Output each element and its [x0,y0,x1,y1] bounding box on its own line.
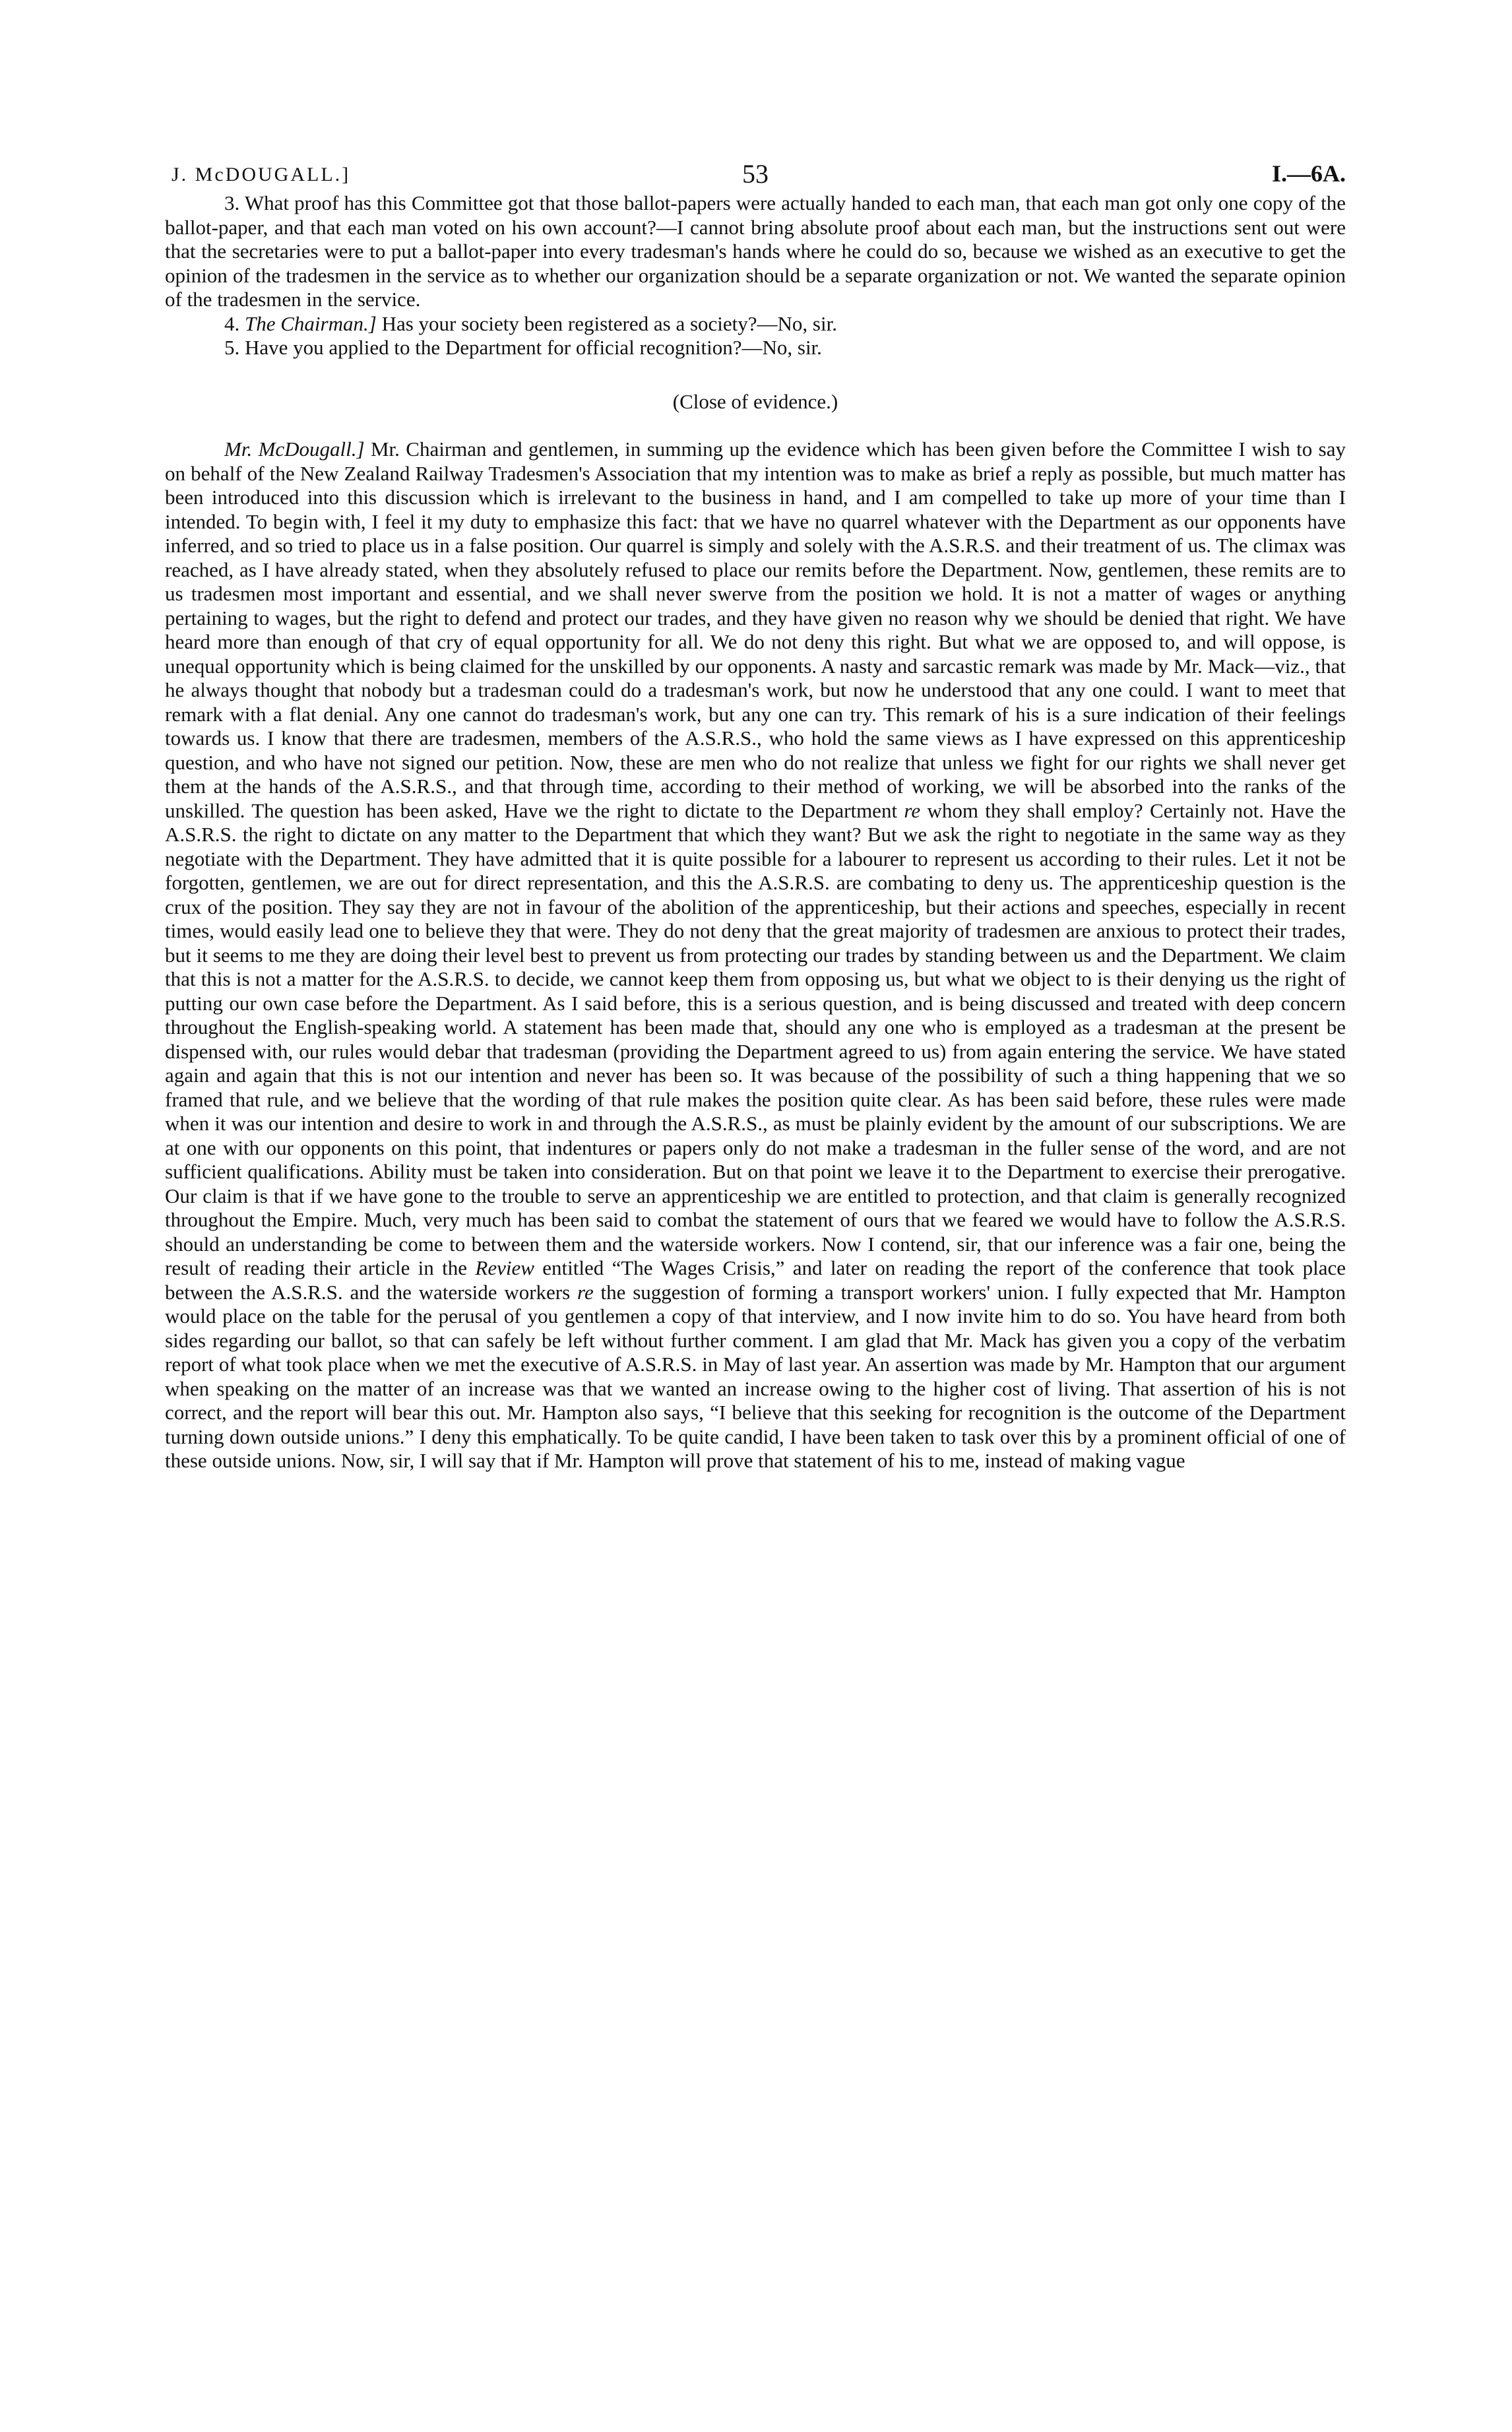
page-number: 53 [742,159,769,189]
document-page [165,152,1346,1473]
question-text: Have you applied to the Department for official recognition?—No, sir. [245,336,822,359]
speech-italic-review: Review [475,1256,534,1279]
header-witness-name: J. McDOUGALL.] [172,164,351,185]
question-text: Has your society been registered as a society?—No, sir. [381,311,837,335]
speech-italic-re: re [577,1280,594,1304]
speech-text: whom they shall employ? Certainly not. Have the A.S.R.S. the right to dictate on any matter to the Department that which they want? But we ask the right to negotiate in the same way as they negotiate with the Department. They have admitted that it is quite possible for a labourer to represent us according to their rules. Let it not be forgotten, gentlemen, we are out for direct representation, and this the A.S.R.S. are combating to deny us. The apprenticeship question is the crux of the position. They say they are not in favour of the abolition of the apprenticeship, but their actions and speeches, especially in recent times, would easily lead one to believe they that were. They do not deny that the great majority of tradesmen are anxious to protect their trades, but it seems to me they are doing their level best to prevent us from protecting our trades by standing between us and the Department. We claim that this is not a matter for the A.S.R.S. to decide, we cannot keep them from opposing us, but what we object to is their denying us the right of putting our own case before the Department. As I said before, this is a serious question, and is being discussed and treated with deep concern throughout the English-speaking world. A statement has been made that, should any one who is employed as a tradesman at the present be dispensed with, our rules would debar that tradesman (providing the Department agreed to us) from again entering the service. We have stated again and again that this is not our intention and never has been so. It was because of the possibility of such a thing happening that we so framed that rule, and we believe that the wording of that rule makes the position quite clear. As has been said before, these rules were made when it was our intention and desire to work in and through the A.S.R.S., as must be plainly evident by the amount of our subscriptions. We are at one with our opponents on this point, that indentures or papers only do not make a tradesman in the fuller sense of the word, and are not sufficient qualifications. Ability must be taken into consideration. But on that point we leave it to the Department to exercise their prerogative. Our claim is that if we have gone to the trouble to serve an apprenticeship we are entitled to protection, and that claim is generally recognized throughout the Empire. Much, very much has been said to combat the statement of ours that we feared we would have to follow the A.S.R.S. should an understanding be come to between them and the waterside workers. Now I contend, sir, that our inference was a fair one, being the result of reading their article in the [165,798,1346,1279]
document-body [165,191,1346,1473]
close-of-evidence-note: (Close of evidence.) [672,389,838,413]
question-number: 3. [224,191,240,214]
speech-text: entitled “The Wages Crisis,” and later on reading the report of the conference that took place between the A.S.R.S. and the waterside workers [165,1256,1346,1304]
question-5 [165,336,1346,360]
speech-text: the suggestion of forming a transport workers' union. I fully expected that Mr. Hampton would place on the table for the perusal of you gentlemen a copy of that interview, and I now invite him to do so. You have heard from both sides regarding our ballot, so that can safely be left without further comment. I am glad that Mr. Mack has given you a copy of the verbatim report of what took place when we met the executive of A.S.R.S. in May of last year. An assertion was made by Mr. Hampton that our argument when speaking on the matter of an increase was that we wanted an increase owing to the higher cost of living. That assertion of his is not correct, and the report will bear this out. Mr. Hampton also says, “I believe that this seeking for recognition is the outcome of the Department turning down outside unions.” I deny this emphatically. To be quite candid, I have been taken to task over this by a prominent official of one of these outside unions. Now, sir, I will say that if Mr. Hampton will prove that statement of his to me, instead of making vague [165,1280,1346,1472]
speaker-label: The Chairman.] [245,311,377,335]
paper-reference: I.—6A. [1271,160,1346,187]
question-number: 4. [224,311,240,335]
question-4 [165,312,1346,336]
question-text: What proof has this Committee got that those ballot-papers were actually handed to each man, that each man got only one copy of the ballot-paper, and that each man voted on his own account?—I cannot bring absolute proof about each man, but the instructions sent out were that the secretaries were to put a ballot-paper into every tradesman's hands where he could do so, because we wished as an executive to get the opinion of the tradesmen in the service as to whether our organization should be a separate organization or not. We wanted the separate opinion of the tradesmen in the service. [165,191,1346,311]
speaker-label: Mr. McDougall.] [224,437,365,461]
speech-italic-re: re [904,798,921,822]
question-3 [165,191,1346,312]
page-header [165,152,1346,191]
closing-speech [165,437,1346,1473]
question-number: 5. [224,336,240,359]
speech-text: Mr. Chairman and gentlemen, in summing up the evidence which has been given before the Committee I wish to say on behalf of the New Zealand Railway Tradesmen's Association that my intention was to make as brief a reply as possible, but much matter has been introduced into this discussion which is irrelevant to the business in hand, and I am compelled to take up more of your time than I intended. To begin with, I feel it my duty to emphasize this fact: that we have no quarrel whatever with the Department as our opponents have inferred, and so tried to place us in a false position. Our quarrel is simply and solely with the A.S.R.S. and their treatment of us. The climax was reached, as I have already stated, when they absolutely refused to place our remits before the Department. Now, gentlemen, these remits are to us tradesmen most important and essential, and we shall never swerve from the position we hold. It is not a matter of wages or anything pertaining to wages, but the right to defend and protect our trades, and they have given no reason why we should be denied that right. We have heard more than enough of that cry of equal opportunity for all. We do not deny this right. But what we are opposed to, and will oppose, is unequal opportunity which is being claimed for the unskilled by our opponents. A nasty and sarcastic remark was made by Mr. Mack—viz., that he always thought that nobody but a tradesman could do a tradesman's work, but now he understood that any one could. I want to meet that remark with a flat denial. Any one cannot do tradesman's work, but any one can try. This remark of his is a sure indication of their feelings towards us. I know that there are tradesmen, members of the A.S.R.S., who hold the same views as I have expressed on this apprenticeship question, and who have not signed our petition. Now, these are men who do not realize that unless we fight for our rights we shall never get them at the hands of the A.S.R.S., and that through time, according to their method of working, we will be absorbed into the ranks of the unskilled. The question has been asked, Have we the right to dictate to the Department [165,437,1346,822]
